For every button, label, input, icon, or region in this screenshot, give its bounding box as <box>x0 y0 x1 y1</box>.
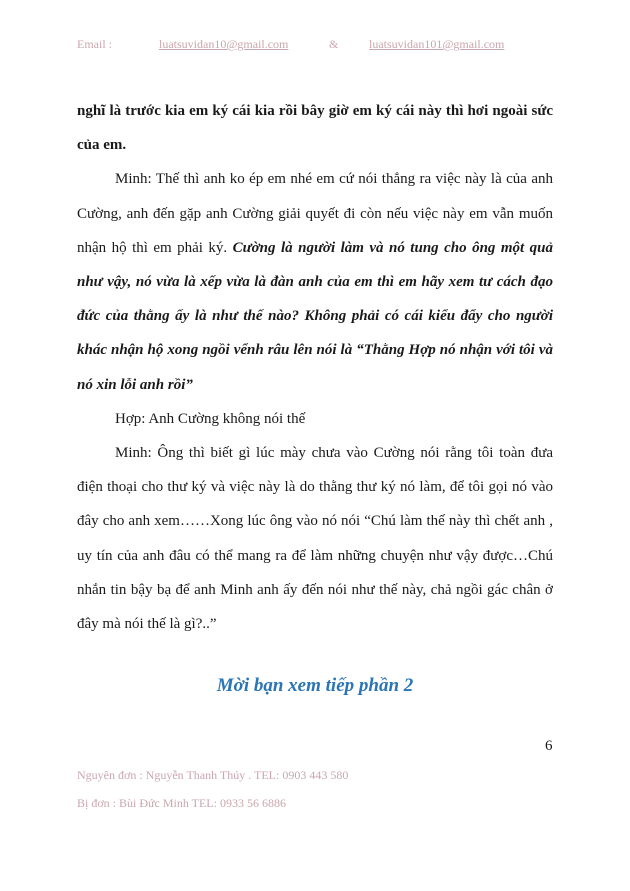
page-number: 6 <box>545 738 553 754</box>
footer-plaintiff: Nguyên đơn : Nguyễn Thanh Thúy . TEL: 0903 443 580 <box>77 768 349 782</box>
email-separator: & <box>329 37 339 51</box>
paragraph-minh-1 <box>77 162 553 401</box>
paragraph-hop: Hợp: Anh Cường không nói thế <box>115 410 306 427</box>
footer-defendant: Bị đơn : Bùi Đức Minh TEL: 0933 56 6886 <box>77 796 286 810</box>
continue-reading-heading: Mời bạn xem tiếp phần 2 <box>216 675 414 696</box>
paragraph-minh-2: Minh: Ông thì biết gì lúc mày chưa vào Cường nói rằng tôi toàn đưa điện thoại cho thư ký và việc này là do thằng thư ký nó làm, để tôi gọi nó vào đây cho anh xem……Xong lúc ông vào nó nói “Chú làm thế này thì chết anh , uy tín của anh đâu có thể mang ra để làm những chuyện như vậy được…Chú nhắn tin bậy bạ để anh Minh anh ấy đến nói như thế này, chả ngồi gác chân ở đây mà nói thế là gì?..” <box>77 445 553 633</box>
minh-emphasis: Cường là người làm và nó tung cho ông một quả như vậy, nó vừa là xếp vừa là đàn anh của em thì em hãy xem tư cách đạo đức của thằng ấy là như thế nào? Không phải có cái kiểu đẩy cho người khác nhận hộ xong ngồi vểnh râu lên nói là “Thằng Hợp nó nhận với tôi và nó xin lỗi anh rồi” <box>77 239 553 393</box>
email-link-1[interactable]: luatsuvidan10@gmail.com <box>159 37 289 51</box>
paragraph-continuation: nghĩ là trước kia em ký cái kia rồi bây giờ em ký cái này thì hơi ngoài sức của em. <box>77 103 553 154</box>
email-link-2[interactable]: luatsuvidan101@gmail.com <box>369 37 505 51</box>
minh-statement: Minh: Thế thì anh ko ép em nhé em cứ nói thẳng ra việc này là của anh Cường, anh đến gặp anh Cường giải quyết đi còn nếu việc này em vẫn muốn nhận hộ thì em phải ký. <box>77 171 553 256</box>
email-label: Email : <box>77 37 112 51</box>
document-body <box>77 94 553 641</box>
